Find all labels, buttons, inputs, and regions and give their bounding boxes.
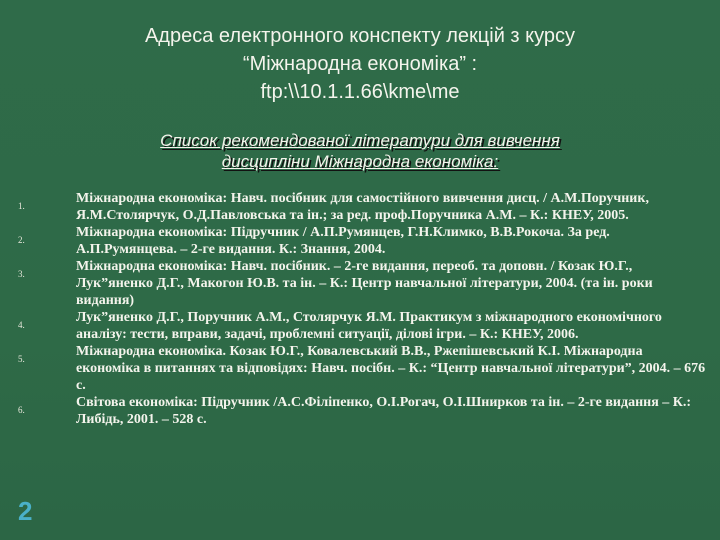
reference-item xyxy=(18,258,708,309)
reference-text: Лук”яненко Д.Г., Поручник А.М., Столярчук Я.М. Практикум з міжнародного економічного аналізу: тести, вправи, задачі, проблемні ситуації, ділові ігри. – К.: КНЕУ, 2006. xyxy=(76,310,662,342)
reference-item xyxy=(18,343,708,394)
reference-item xyxy=(18,190,708,224)
reference-number: 5. xyxy=(18,354,25,364)
reference-item xyxy=(18,224,708,258)
page-number: 2 xyxy=(18,496,33,526)
title-line-3-ftp-address: ftp:\\10.1.1.66\kme\me xyxy=(260,81,460,103)
reference-number: 1. xyxy=(18,201,25,211)
literature-heading-line-1: Список рекомендованої літератури для вивчення xyxy=(160,131,560,150)
title-line-2: “Міжнародна економіка” : xyxy=(242,53,478,75)
reference-text: Міжнародна економіка. Козак Ю.Г., Ковалевський В.В., Ржепішевський К.І. Міжнародна економіка в питаннях та відповідях: Навч. посібн. – К.: “Центр навчальної літератури”, 2004. – 676 с. xyxy=(76,344,706,393)
slide-title xyxy=(40,22,680,106)
literature-heading-line-2: дисципліни Міжнародна економіка: xyxy=(221,152,499,171)
reference-number: 3. xyxy=(18,269,25,279)
reference-number: 6. xyxy=(18,405,25,415)
reference-list xyxy=(18,190,708,428)
reference-text: Міжнародна економіка: Навч. посібник. – 2-ге видання, переоб. та доповн. / Козак Ю.Г., Лук”яненко Д.Г., Макогон Ю.В. та ін. – К.: Центр навчальної літератури, 2004. (та ін. роки видання) xyxy=(76,259,653,308)
title-line-1: Адреса електронного конспекту лекцій з курсу xyxy=(144,25,576,47)
reference-item xyxy=(18,309,708,343)
literature-heading xyxy=(20,130,700,172)
reference-text: Міжнародна економіка: Навч. посібник для самостійного вивчення дисц. / А.М.Поручник, Я.М.Столярчук, О.Д.Павловська та ін.; за ред. проф.Поручника А.М. – К.: КНЕУ, 2005. xyxy=(76,191,649,223)
reference-item xyxy=(18,394,708,428)
reference-text: Міжнародна економіка: Підручник / А.П.Румянцев, Г.Н.Климко, В.В.Рокоча. За ред. А.П.Румянцева. – 2-ге видання. К.: Знання, 2004. xyxy=(76,225,610,257)
reference-number: 4. xyxy=(18,320,25,330)
reference-text: Світова економіка: Підручник /А.С.Філіпенко, О.І.Рогач, О.І.Шнирков та ін. – 2-ге видання – К.: Либідь, 2001. – 528 с. xyxy=(76,395,692,427)
reference-number: 2. xyxy=(18,235,25,245)
